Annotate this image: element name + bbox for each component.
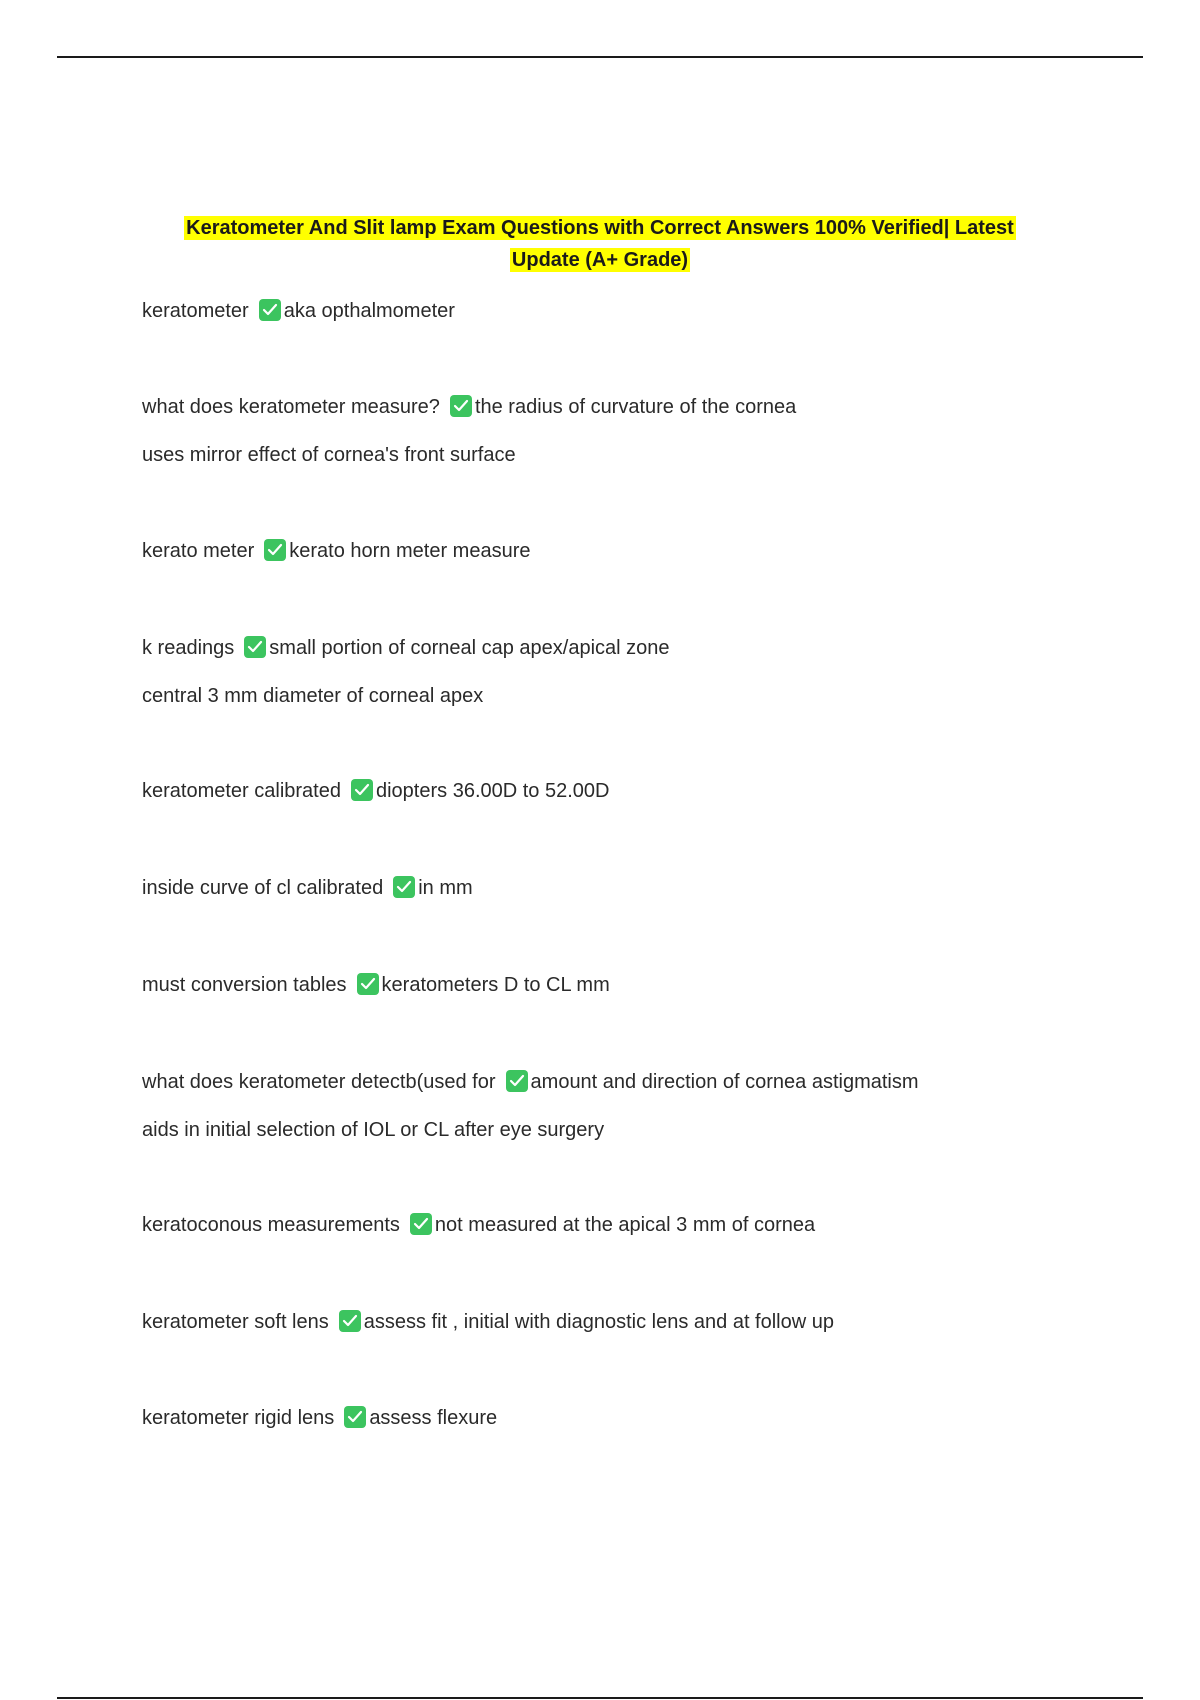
answer-extra-text: central 3 mm diameter of corneal apex [142,685,484,707]
qa-item [142,287,1102,335]
qa-item [142,624,1102,720]
qa-line [142,383,1102,431]
question-text: keratometer soft lens [142,1311,329,1333]
answer-text: assess fit , initial with diagnostic lens and at follow up [363,1311,834,1333]
qa-item [142,864,1102,912]
check-box-icon [259,299,281,321]
answer-extra-text: uses mirror effect of cornea's front surface [142,444,516,466]
qa-line [142,864,1102,912]
qa-line [142,961,1102,1009]
question-text: must conversion tables [142,974,347,996]
answer-text: small portion of corneal cap apex/apical zone [269,637,670,659]
qa-line [142,1058,1102,1106]
question-text: keratometer rigid lens [142,1407,335,1429]
answer-text: not measured at the apical 3 mm of cornea [434,1214,816,1236]
title-line-1: Keratometer And Slit lamp Exam Questions with Correct Answers 100% Verified| Latest [186,217,1014,239]
qa-item [142,767,1102,815]
check-box-icon [264,539,286,561]
check-box-icon [393,876,415,898]
check-box-icon [410,1213,432,1235]
qa-item [142,961,1102,1009]
answer-text: the radius of curvature of the cornea [474,396,797,418]
answer-text: assess flexure [369,1407,498,1429]
qa-item [142,527,1102,575]
title-line-2: Update (A+ Grade) [511,249,689,271]
qa-line [142,287,1102,335]
qa-line [142,1201,1102,1249]
answer-text: aka opthalmometer [283,300,455,322]
qa-line [142,624,1102,672]
answer-extra-text: aids in initial selection of IOL or CL after eye surgery [142,1119,605,1141]
question-text: k readings [142,637,235,659]
answer-text: in mm [418,877,473,899]
qa-item [142,1201,1102,1249]
qa-line [142,527,1102,575]
answer-text: kerato horn meter measure [289,540,531,562]
check-box-icon [244,636,266,658]
question-text: kerato meter [142,540,255,562]
question-text: inside curve of cl calibrated [142,877,384,899]
qa-item [142,1298,1102,1346]
check-box-icon [357,973,379,995]
question-text: keratoconous measurements [142,1214,400,1236]
check-box-icon [351,779,373,801]
question-text: keratometer [142,300,249,322]
qa-line [142,767,1102,815]
check-box-icon [344,1406,366,1428]
question-text: keratometer calibrated [142,780,341,802]
answer-text: diopters 36.00D to 52.00D [375,780,610,802]
qa-item [142,383,1102,479]
answer-text: amount and direction of cornea astigmatism [530,1071,919,1093]
check-box-icon [506,1070,528,1092]
qa-line [142,1298,1102,1346]
answer-text: keratometers D to CL mm [381,974,610,996]
qa-item [142,1394,1102,1442]
question-text: what does keratometer measure? [142,396,440,418]
check-box-icon [339,1310,361,1332]
question-text: what does keratometer detectb(used for [142,1071,496,1093]
check-box-icon [450,395,472,417]
footer-rule [57,1697,1143,1699]
qa-item [142,1058,1102,1154]
qa-line [142,1394,1102,1442]
